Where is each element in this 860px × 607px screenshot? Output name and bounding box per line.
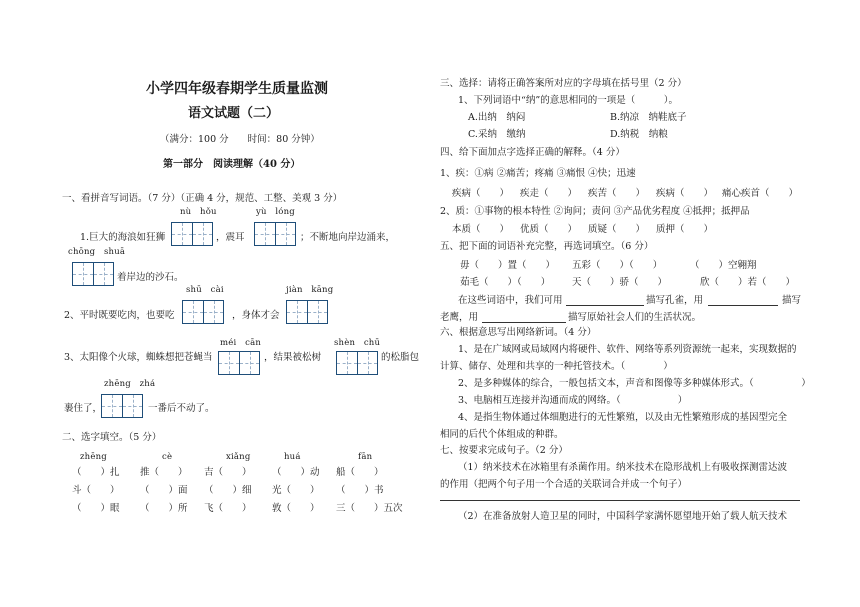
pinyin-mei-can: méi cān bbox=[220, 338, 262, 348]
q2-blank[interactable]: 敦（ ） bbox=[272, 503, 320, 514]
q5-paragraph-d: 老鹰，用 bbox=[440, 312, 479, 323]
q4-word[interactable]: 质疑（ ） bbox=[588, 224, 646, 235]
q1-sentence1-a: 1.巨大的海浪如狂狮 bbox=[80, 232, 166, 243]
q4-word[interactable]: 痛心疾首（ ） bbox=[722, 188, 799, 199]
answer-grid-nu-hou[interactable] bbox=[171, 222, 213, 246]
q6-item4-a: 4、是指生物体通过体细胞进行的无性繁殖，以及由无性繁殖形成的基因型完全 bbox=[458, 412, 788, 423]
q3-heading: 三、选择：请将正确答案所对应的字母填在括号里（2 分） bbox=[440, 78, 687, 89]
q3-option-a[interactable]: A.出纳 纳闷 bbox=[468, 112, 526, 123]
q3-option-c[interactable]: C.采纳 缴纳 bbox=[468, 129, 526, 140]
q6-item2: 2、是多种媒体的综合，一般包括文本，声音和图像等多种媒体形式。（ ） bbox=[458, 378, 811, 389]
answer-grid-yu-long[interactable] bbox=[254, 222, 296, 246]
q5-paragraph-c: 描写 bbox=[782, 295, 802, 306]
q2-blank[interactable]: 斗（ ） bbox=[72, 485, 120, 496]
q5-idiom[interactable]: 五彩（ ）（ ） bbox=[572, 260, 663, 271]
answer-grid-mei-can[interactable] bbox=[218, 351, 260, 375]
q7-sentence2: （2）在准备放射人造卫星的同时，中国科学家满怀愿望地开始了载人航天技术 bbox=[458, 511, 788, 522]
q3-item1: 1、下列词语中“纳”的意思相同的一项是（ ）。 bbox=[458, 95, 679, 106]
q6-item1-b: 计算、储存、处理和共享的一种托管技术。（ ） bbox=[440, 361, 673, 372]
grid-cell[interactable] bbox=[93, 263, 113, 285]
q5-paragraph-b: 描写孔雀，用 bbox=[646, 295, 704, 306]
grid-cell[interactable] bbox=[183, 301, 203, 323]
q1-sentence3-b: ，结果被松树 bbox=[264, 352, 322, 363]
grid-cell[interactable] bbox=[172, 223, 192, 245]
q2-blank[interactable]: （ ）细 bbox=[204, 485, 252, 496]
q5-paragraph-a: 在这些词语中，我们可用 bbox=[458, 295, 563, 306]
q5-idiom[interactable]: 毋（ ）置（ ） bbox=[460, 260, 556, 271]
q3-option-b[interactable]: B.纳凉 纳鞋底子 bbox=[610, 112, 687, 123]
q1-sentence3-d: 裹住了， bbox=[64, 403, 103, 414]
pinyin-shen-chu: shèn chū bbox=[334, 338, 381, 348]
grid-cell[interactable] bbox=[239, 352, 259, 374]
answer-grid-shen-chu[interactable] bbox=[336, 351, 378, 375]
q2-pinyin-2: cè bbox=[162, 452, 173, 462]
q6-item3: 3、电脑相互连接并沟通而成的网络。（ ） bbox=[458, 395, 688, 406]
score-time: （满分：100 分 时间：80 分钟） bbox=[160, 134, 320, 145]
pinyin-zheng-zha: zhēng zhá bbox=[104, 379, 156, 389]
q4-definitions-zhi: 2、质：①事物的根本特性 ②询问；责问 ③产品优劣程度 ④抵押；抵押品 bbox=[440, 206, 750, 217]
q2-blank[interactable]: 飞（ ） bbox=[204, 503, 252, 514]
q2-blank[interactable]: （ ）眼 bbox=[72, 503, 120, 514]
q7-sentence1-a: （1）纳米技术在冰箱里有杀菌作用。纳米技术在隐形战机上有吸收探测雷达波 bbox=[458, 462, 788, 473]
answer-line[interactable] bbox=[566, 305, 644, 306]
q4-word[interactable]: 本质（ ） bbox=[452, 224, 510, 235]
q4-heading: 四、给下面加点字选择正确的解释。（4 分） bbox=[440, 147, 625, 158]
q2-blank[interactable]: 推（ ） bbox=[140, 467, 188, 478]
q1-sentence3-e: 一番后不动了。 bbox=[148, 403, 215, 414]
part-one-heading: 第一部分 阅读理解（40 分） bbox=[163, 159, 301, 170]
q4-word[interactable]: 质押（ ） bbox=[656, 224, 714, 235]
q5-idiom[interactable]: 天（ ）骄（ ） bbox=[572, 277, 668, 288]
grid-cell[interactable] bbox=[219, 352, 239, 374]
grid-cell[interactable] bbox=[192, 223, 212, 245]
pinyin-shu-cai: shū cài bbox=[186, 285, 224, 295]
answer-grid-jian-kang[interactable] bbox=[286, 300, 328, 324]
q2-blank[interactable]: （ ）面 bbox=[140, 485, 188, 496]
answer-line[interactable] bbox=[440, 500, 800, 501]
q5-paragraph-e: 描写原始社会人们的生活状况。 bbox=[568, 312, 702, 323]
grid-cell[interactable] bbox=[73, 263, 93, 285]
grid-cell[interactable] bbox=[255, 223, 275, 245]
q7-heading: 七、按要求完成句子。（2 分） bbox=[440, 445, 568, 456]
q4-word[interactable]: 优质（ ） bbox=[520, 224, 578, 235]
pinyin-yu-long: yù lóng bbox=[256, 207, 295, 217]
grid-cell[interactable] bbox=[122, 395, 142, 417]
q1-sentence1-b: ，震耳 bbox=[216, 232, 245, 243]
q2-blank[interactable]: （ ）动 bbox=[272, 467, 320, 478]
grid-cell[interactable] bbox=[337, 352, 357, 374]
q1-heading: 一、看拼音写词语。（7 分）（正确 4 分，规范、工整、美观 3 分） bbox=[62, 193, 343, 204]
q2-blank[interactable]: 三（ ）五次 bbox=[336, 503, 403, 514]
q4-word[interactable]: 疾病（ ） bbox=[656, 188, 714, 199]
q1-sentence1-c: ；不断地向岸边涌来， bbox=[300, 232, 396, 243]
q1-sentence3-c: 的松脂包 bbox=[381, 352, 420, 363]
q2-blank[interactable]: （ ）扎 bbox=[72, 467, 120, 478]
q2-blank[interactable]: 吉（ ） bbox=[204, 467, 252, 478]
q3-option-d[interactable]: D.纳税 纳粮 bbox=[610, 129, 668, 140]
answer-grid-chong-shua[interactable] bbox=[72, 262, 114, 286]
grid-cell[interactable] bbox=[203, 301, 223, 323]
q2-pinyin-1: zhēng bbox=[80, 452, 107, 462]
q1-sentence1-d: 着岸边的沙石。 bbox=[117, 272, 184, 283]
q2-pinyin-4: huá bbox=[284, 452, 301, 462]
pinyin-jian-kang: jiàn kāng bbox=[286, 285, 334, 295]
exam-subtitle: 语文试题（二） bbox=[188, 106, 280, 121]
pinyin-chong-shua: chōng shuā bbox=[68, 247, 126, 257]
q2-blank[interactable]: （ ）书 bbox=[336, 485, 384, 496]
answer-grid-zheng-zha[interactable] bbox=[101, 394, 143, 418]
q2-blank[interactable]: （ ）所 bbox=[140, 503, 188, 514]
q7-sentence1-b: 的作用（把两个句子用一个合适的关联词合并成一个句子） bbox=[440, 479, 688, 490]
grid-cell[interactable] bbox=[307, 301, 327, 323]
q5-idiom[interactable]: （ ）空翱翔 bbox=[690, 260, 757, 271]
q6-item4-b: 相同的后代个体组成的种群。 bbox=[440, 429, 564, 440]
q4-word[interactable]: 疾走（ ） bbox=[520, 188, 578, 199]
q4-word[interactable]: 疾病（ ） bbox=[452, 188, 510, 199]
answer-line[interactable] bbox=[708, 305, 778, 306]
q5-idiom[interactable]: 茹毛（ ）（ ） bbox=[460, 277, 551, 288]
q2-heading: 二、选字填空。（5 分） bbox=[62, 432, 162, 443]
exam-title: 小学四年级春期学生质量监测 bbox=[146, 81, 328, 97]
q5-idiom[interactable]: 欣（ ）若（ ） bbox=[700, 277, 796, 288]
grid-cell[interactable] bbox=[102, 395, 122, 417]
q2-blank[interactable]: 光（ ） bbox=[272, 485, 320, 496]
q4-definitions-ji: 1、疾：①病 ②痛苦；疼痛 ③痛恨 ④快；迅速 bbox=[440, 168, 636, 179]
q1-sentence2-a: 2、平时既要吃肉，也要吃 bbox=[64, 310, 175, 321]
answer-line[interactable] bbox=[482, 322, 566, 323]
pinyin-nu-hou: nù hǒu bbox=[180, 207, 217, 217]
q6-item1-a: 1、是在广域网或局域网内将硬件、软件、网络等系列资源统一起来，实现数据的 bbox=[458, 344, 797, 355]
q6-heading: 六、根据意思写出网络新词。（4 分） bbox=[440, 327, 597, 338]
q1-sentence3-a: 3、太阳像个火球，蜘蛛想把苍蝇当 bbox=[64, 352, 213, 363]
q2-pinyin-5: fān bbox=[358, 452, 373, 462]
q2-blank[interactable]: 船（ ） bbox=[336, 467, 384, 478]
q4-word[interactable]: 疾苦（ ） bbox=[588, 188, 646, 199]
q5-heading: 五、把下面的词语补充完整，再选词填空。（6 分） bbox=[440, 241, 654, 252]
grid-cell[interactable] bbox=[357, 352, 377, 374]
grid-cell[interactable] bbox=[287, 301, 307, 323]
answer-grid-shu-cai[interactable] bbox=[182, 300, 224, 324]
q1-sentence2-b: ，身体才会 bbox=[232, 310, 280, 321]
q2-pinyin-3: xiǎng bbox=[226, 452, 251, 462]
grid-cell[interactable] bbox=[275, 223, 295, 245]
